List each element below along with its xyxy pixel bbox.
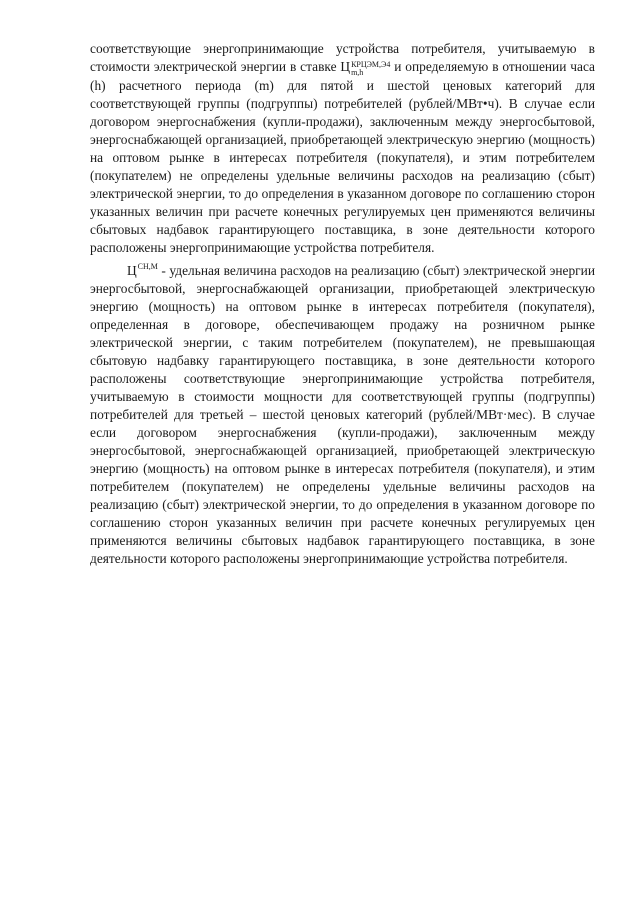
paragraph-sales-charge-capacity: [90, 258, 595, 569]
paragraph-text-before-symbol: соответствующие энергопринимающие устройства потребителя, учитываемую в стоимости электрической энергии в ставке: [90, 41, 595, 75]
symbol-subscript: m,h: [351, 68, 364, 78]
symbol-base: Ц: [127, 262, 137, 278]
price-symbol-krcem-e4: [340, 59, 391, 78]
symbol-base: Ц: [340, 59, 351, 75]
paragraph-text-after-symbol: - удельная величина расходов на реализацию (сбыт) электрической энергии энергосбытовой, энергоснабжающей организации, приобретающей электрическую энергию (мощность) на оптовом рынке в интересах потребителя (покупателя), определенная в договоре, обеспечивающем продажу на розничном рынке электрической энергии, с таким потребителем (покупателем), не превышающая сбытовую надбавку гарантирующего поставщика, в зоне деятельности которого расположены соответствующие энергопринимающие устройства потребителя, учитываемую в стоимости мощности для соответствующей группы (подгруппы) потребителей для третьей – шестой ценовых категорий (рублей/МВт·мес). В случае если договором энергоснабжения (купли-продажи), заключенным между энергосбытовой, энергоснабжающей организацией, приобретающей электрическую энергию (мощность) на оптовом рынке в интересах потребителя (покупателя), и этим потребителем (покупателем) не определены удельные величины расходов на реализацию (сбыт) электрической энергии, то до определения в указанном договоре по соглашению сторон указанных величин при расчете конечных регулируемых цен применяются величины сбытовых надбавок гарантирующего поставщика, в зоне деятельности которого расположены энергопринимающие устройства потребителя.: [90, 262, 595, 567]
paragraph-text-after-symbol: и определяемую в отношении часа (h) расчетного периода (m) для пятой и шестой ценовых категорий для соответствующей группы (подгруппы) потребителей (рублей/МВт•ч). В случае если договором энергоснабжения (купли-продажи), заключенным между энергосбытовой, энергоснабжающей организацией, приобретающей электрическую энергию (мощность) на оптовом рынке в интересах потребителя (покупателя), и этим потребителем (покупателем) не определены удельные величины расходов на реализацию (сбыт) электрической энергии, то до определения в указанном договоре по соглашению сторон указанных величин при расчете конечных регулируемых цен применяются величины сбытовых надбавок гарантирующего поставщика, в зоне деятельности которого расположены энергопринимающие устройства потребителя.: [90, 59, 596, 256]
paragraph-sales-charge-energy: [90, 40, 595, 258]
price-symbol-sn-m: [127, 263, 158, 278]
symbol-superscript: КРЦЭМ,Э4: [351, 60, 391, 70]
symbol-indices: [351, 61, 390, 77]
symbol-superscript: СН,М: [137, 261, 158, 271]
document-page: [90, 40, 595, 568]
